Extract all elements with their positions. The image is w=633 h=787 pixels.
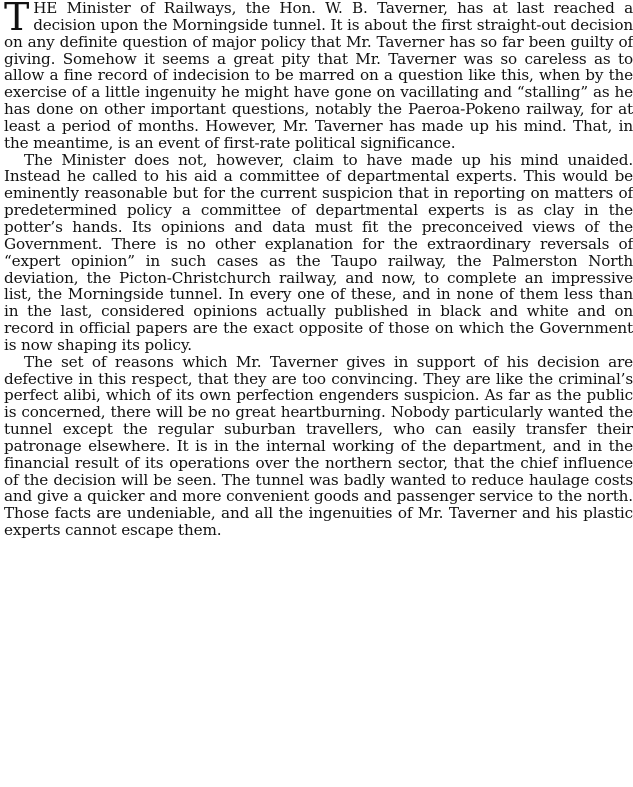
paragraph-2-text: The Minister does not, however, claim to have made up his mind unaided. Instead he called to his aid a committee of departmental experts. This would be eminently reasonable but for the current suspicion that in reporting on matters of predetermined policy a committee of departmental experts is as clay in the potter’s hands. Its opinions and data must fit the preconceived views of the Government. There is no other explanation for the extraordinary reversals of “expert opinion” in such cases as the Taupo railway, the Palmerston North deviation, the Picton-Christchurch railway, and now, to complete an impressive list, the Morningside tunnel. In every one of these, and in none of them less than in the last, considered opinions actually published in black and white and on record in official papers are the exact opposite of those on which the Government is now shaping its policy. xyxy=(4,150,633,354)
newspaper-article xyxy=(4,0,633,539)
paragraph-3-text: The set of reasons which Mr. Taverner gives in support of his decision are defective in this respect, that they are too convincing. They are like the criminal’s perfect alibi, which of its own perfection engenders suspicion. As far as the public is concerned, there will be no great heartburning. Nobody particularly wanted the tunnel except the regular suburban travellers, who can easily transfer their patronage elsewhere. It is in the internal working of the department, and in the financial result of its operations over the northern sector, that the chief influence of the decision will be seen. The tunnel was badly wanted to reduce haulage costs and give a quicker and more convenient goods and passenger service to the north. Those facts are undeniable, and all the ingenuities of Mr. Taverner and his plastic experts cannot escape them. xyxy=(4,352,633,540)
article-paragraph-1 xyxy=(4,0,633,152)
article-paragraph-3 xyxy=(4,354,633,539)
article-paragraph-2 xyxy=(4,152,633,354)
paragraph-1-text: HE Minister of Railways, the Hon. W. B. Taverner, has at last reached a decision upon the Morningside tunnel. It is about the first straight-out decision on any definite question of major policy that Mr. Taverner has so far been guilty of giving. Somehow it seems a great pity that Mr. Taverner was so careless as to allow a fine record of indecision to be marred on a question like this, when by the exercise of a little ingenuity he might have gone on vacillating and “stalling” as he has done on other important questions, notably the Paeroa-Pokeno railway, for at least a period of months. However, Mr. Taverner has made up his mind. That, in the meantime, is an event of first-rate political significance. xyxy=(4,0,633,152)
drop-cap-letter: T xyxy=(4,0,30,39)
